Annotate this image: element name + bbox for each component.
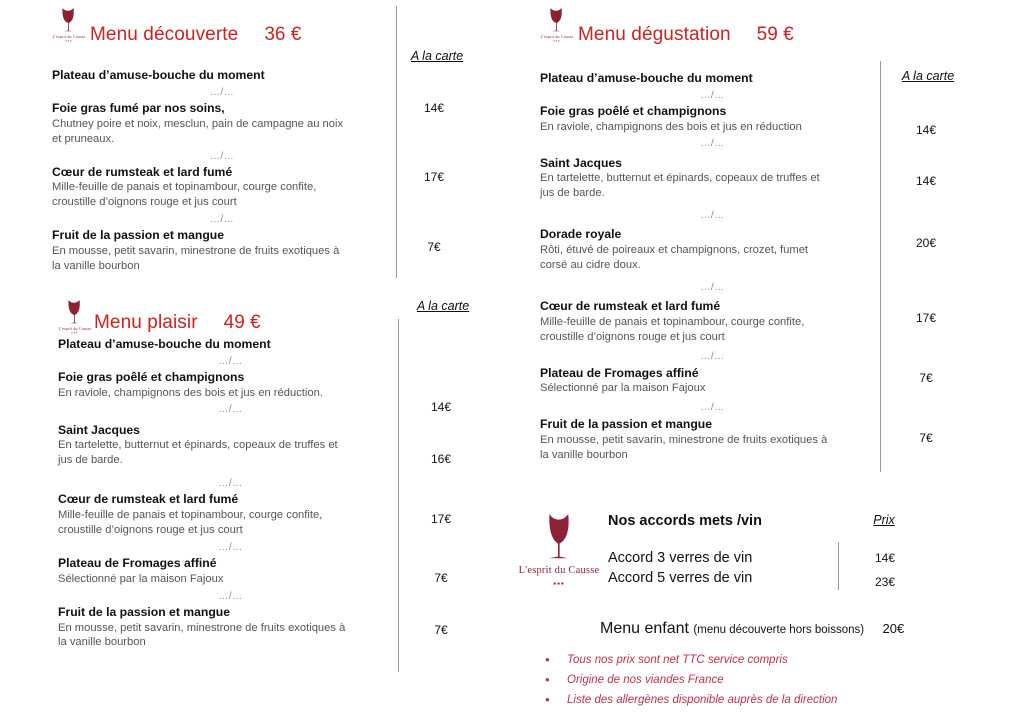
- menu-degustation-block: [540, 6, 885, 463]
- price-cell: 7€: [434, 571, 448, 585]
- pairing-title: Nos accords mets /vin: [608, 513, 762, 529]
- menu-degustation-header: [540, 6, 885, 46]
- pairing-price-divider: [838, 542, 839, 590]
- course-separator: …/…: [209, 150, 235, 162]
- dish-desc: la vanille bourbon: [540, 449, 628, 462]
- dish-desc: corsé au cidre doux.: [540, 259, 641, 271]
- dish-desc: jus de barde.: [540, 187, 605, 200]
- course-separator: …/…: [700, 402, 725, 414]
- menu-decouverte-items: [52, 68, 392, 274]
- dish-row: [540, 417, 885, 463]
- dish-row: [540, 366, 885, 397]
- price-cell: 16€: [430, 452, 452, 466]
- dish-name: Plateau de Fromages affiné: [540, 365, 699, 380]
- dish-desc: Chutney poire et noix, mesclun, pain de campagne au noix: [52, 117, 344, 130]
- dish-desc: En tartelette, butternut et épinards, copeaux de truffes et: [540, 172, 820, 185]
- brand-logo-small: [540, 6, 574, 43]
- price-cell: 20€: [915, 236, 937, 250]
- price-cell: 17€: [915, 311, 937, 325]
- brand-dots-large: ▪▪▪: [553, 578, 565, 588]
- dish-name: Dorade royale: [540, 227, 622, 242]
- dish-desc: Mille-feuille de panais et topinambour, courge confite,: [52, 181, 317, 194]
- course-separator: …/…: [209, 86, 235, 98]
- brand-name-small: L'esprit du Causse: [540, 34, 574, 39]
- brand-dots-small: ▪▪▪: [71, 330, 79, 335]
- dish-row: [540, 299, 885, 345]
- menu-plaisir-header: [58, 298, 403, 334]
- dish-desc: Rôti, étuvé de poireaux et champignons, crozet, fumet: [540, 244, 809, 257]
- price-divider-decouverte: [396, 6, 397, 278]
- dish-row: [540, 104, 885, 135]
- pairing-row-label: Accord 3 verres de vin: [608, 550, 753, 566]
- brand-name-small: L'esprit du Causse: [52, 34, 86, 39]
- dish-row: [58, 492, 403, 538]
- dish-name: Fruit de la passion et mangue: [540, 417, 713, 432]
- course-separator: …/…: [700, 89, 725, 101]
- dish-name: Saint Jacques: [540, 155, 622, 170]
- price-cell: 14€: [915, 123, 937, 137]
- footer-note: • Liste des allergènes disponible auprès de la direction: [533, 690, 837, 710]
- dish-desc: croustille d’oignons rouge et jus court: [52, 196, 237, 209]
- pairing-price-header: Prix: [873, 513, 895, 527]
- brand-logo-large: [513, 512, 605, 588]
- dish-row: [52, 68, 392, 84]
- a-la-carte-header: A la carte: [901, 69, 955, 83]
- dish-desc: En raviole, champignons des bois et jus en réduction.: [58, 386, 323, 399]
- brand-logo-small: [52, 6, 86, 43]
- course-separator: …/…: [218, 478, 243, 490]
- menu-decouverte-price: 36 €: [264, 24, 302, 45]
- dish-desc: croustille d’oignons rouge et jus court: [540, 330, 725, 343]
- dish-name: Cœur de rumsteak et lard fumé: [540, 298, 721, 313]
- menu-degustation-title: Menu dégustation: [578, 24, 731, 45]
- dish-name: Cœur de rumsteak et lard fumé: [58, 492, 239, 507]
- course-separator: …/…: [209, 214, 235, 226]
- pairing-row-label: Accord 5 verres de vin: [608, 570, 753, 586]
- menu-plaisir-block: [58, 298, 403, 650]
- dish-desc: Sélectionné par la maison Fajoux: [58, 572, 224, 585]
- wine-glass-icon: [58, 298, 92, 328]
- dish-desc: et pruneaux.: [52, 132, 115, 145]
- dish-name: Fruit de la passion et mangue: [58, 604, 231, 619]
- dish-desc: jus de barde.: [58, 454, 123, 467]
- course-separator: …/…: [700, 137, 725, 149]
- price-cell: 14€: [423, 101, 445, 115]
- menu-plaisir-title: Menu plaisir: [94, 312, 198, 333]
- menu-decouverte-header: [52, 6, 392, 46]
- a-la-carte-header: A la carte: [416, 299, 470, 313]
- dish-desc: Mille-feuille de panais et topinambour, courge confite,: [540, 315, 805, 328]
- dish-row: [58, 423, 403, 469]
- price-cell: 17€: [423, 170, 445, 184]
- dish-desc: croustille d’oignons rouge et jus court: [58, 524, 243, 536]
- dish-desc: la vanille bourbon: [58, 636, 146, 649]
- footer-note: • Origine de nos viandes France: [533, 670, 837, 690]
- dish-desc: En mousse, petit savarin, minestrone de fruits exotiques à: [540, 434, 828, 447]
- price-cell: 7€: [434, 623, 448, 637]
- price-cell: 14€: [430, 400, 452, 414]
- dish-name: Plateau de Fromages affiné: [58, 555, 217, 570]
- menu-decouverte-title: Menu découverte: [90, 24, 239, 45]
- course-separator: …/…: [218, 355, 243, 367]
- pairing-price-cell: 14€: [874, 551, 896, 565]
- dish-row: [58, 337, 403, 353]
- price-divider-degustation: [880, 61, 881, 472]
- dish-row: [540, 227, 885, 273]
- dish-row: [540, 71, 885, 87]
- dish-desc: En tartelette, butternut et épinards, copeaux de truffes et: [58, 439, 338, 452]
- dish-row: [540, 156, 885, 202]
- course-separator: …/…: [700, 281, 725, 293]
- menu-degustation-price: 59 €: [756, 24, 794, 45]
- menu-degustation-items: [540, 71, 885, 463]
- course-separator: …/…: [700, 350, 725, 362]
- course-separator: …/…: [218, 590, 243, 602]
- pairing-price-cell: 23€: [874, 575, 896, 589]
- price-cell: 17€: [430, 512, 452, 526]
- menu-decouverte-block: [52, 6, 392, 274]
- course-separator: …/…: [218, 403, 243, 415]
- dish-name: Saint Jacques: [58, 422, 140, 437]
- dish-name: Plateau d’amuse-bouche du moment: [58, 337, 271, 351]
- price-cell: 14€: [915, 174, 937, 188]
- dish-row: [52, 165, 392, 211]
- menu-enfant-price: 20€: [882, 621, 905, 636]
- footer-notes: [533, 650, 837, 710]
- wine-glass-icon: [540, 6, 574, 36]
- dish-name: Plateau d’amuse-bouche du moment: [540, 71, 753, 85]
- dish-name: Foie gras poêlé et champignons: [58, 369, 245, 384]
- menu-enfant-row: [600, 620, 904, 638]
- dish-name: Plateau d’amuse-bouche du moment: [52, 68, 265, 82]
- menu-plaisir-items: [58, 337, 403, 650]
- dish-row: [58, 370, 403, 401]
- course-separator: …/…: [700, 210, 725, 222]
- dish-desc: Mille-feuille de panais et topinambour, courge confite,: [58, 509, 323, 522]
- a-la-carte-header: A la carte: [410, 49, 464, 63]
- dish-row: [58, 605, 403, 651]
- brand-dots-small: ▪▪▪: [553, 38, 561, 43]
- course-separator: …/…: [218, 541, 243, 553]
- price-cell: 7€: [427, 240, 441, 254]
- brand-name-small: L'esprit du Causse: [58, 326, 92, 331]
- menu-enfant-label: Menu enfant: [600, 620, 689, 637]
- wine-glass-icon: [513, 512, 605, 564]
- dish-desc: En mousse, petit savarin, minestrone de fruits exotiques à: [58, 621, 346, 634]
- dish-row: [52, 228, 392, 274]
- price-divider-plaisir: [398, 319, 399, 672]
- wine-glass-icon: [52, 6, 86, 36]
- menu-plaisir-price: 49 €: [223, 312, 261, 333]
- price-cell: 7€: [919, 431, 933, 445]
- brand-name-large: L'esprit du Causse: [518, 565, 600, 576]
- dish-name: Cœur de rumsteak et lard fumé: [52, 164, 233, 179]
- dish-desc: En raviole, champignons des bois et jus en réduction: [540, 120, 802, 133]
- dish-name: Fruit de la passion et mangue: [52, 228, 225, 243]
- dish-row: [58, 556, 403, 587]
- price-cell: 7€: [919, 371, 933, 385]
- dish-desc: Sélectionné par la maison Fajoux: [540, 382, 706, 395]
- dish-desc: En mousse, petit savarin, minestrone de fruits exotiques à: [52, 245, 340, 257]
- brand-logo-small: [58, 298, 92, 335]
- pairing-block: [608, 513, 762, 586]
- brand-dots-small: ▪▪▪: [65, 38, 73, 43]
- dish-row: [52, 101, 392, 147]
- menu-enfant-note: (menu découverte hors boissons): [693, 624, 865, 636]
- footer-note: • Tous nos prix sont net TTC service compris: [533, 650, 837, 670]
- dish-name: Foie gras fumé par nos soins,: [52, 100, 225, 115]
- dish-desc: la vanille bourbon: [52, 259, 140, 272]
- dish-name: Foie gras poêlé et champignons: [540, 103, 727, 118]
